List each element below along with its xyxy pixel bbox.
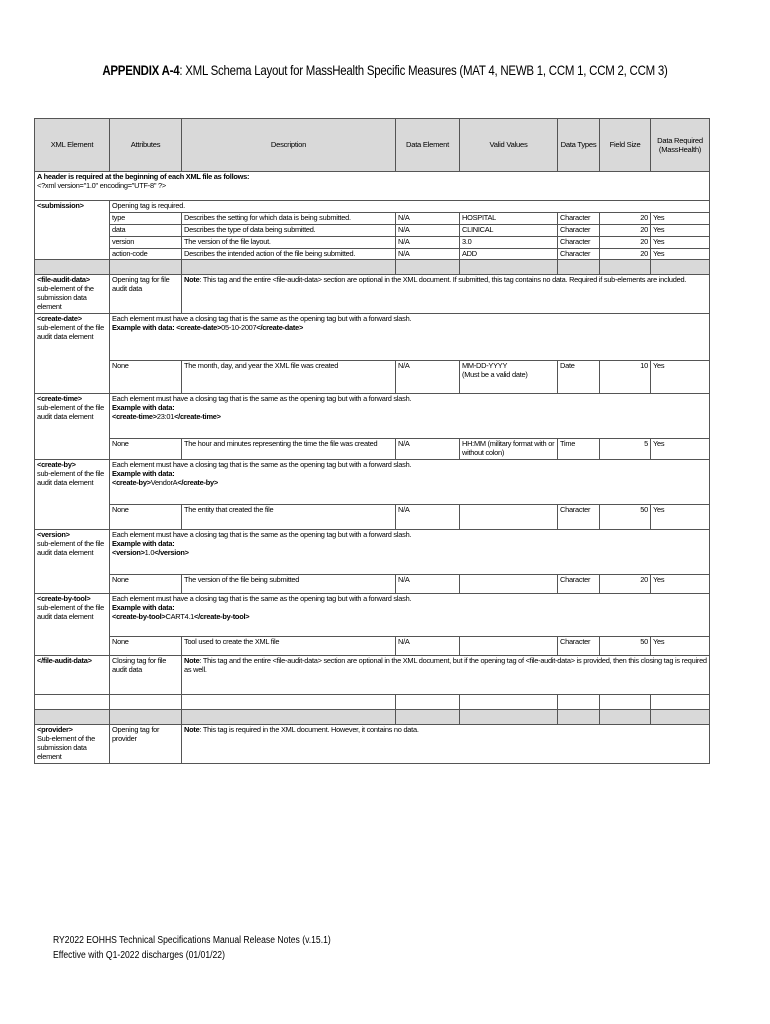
col-header-xml-element: XML Element [35,119,110,172]
table-row [35,575,710,594]
file-audit-close-element: </file-audit-data> [35,656,110,695]
attr-cell: action-code [110,248,182,260]
required-cell: Yes [651,236,710,248]
header-note-line2: <?xml version="1.0" encoding="UTF-8" ?> [37,180,166,190]
title-text: : XML Schema Layout for MassHealth Specific Measures (MAT 4, NEWB 1, CCM 1, CCM 2, CCM 3) [179,62,668,78]
col-header-valid-values: Valid Values [460,119,558,172]
create-by-tool-element: <create-by-tool> sub-element of the file audit data element [35,594,110,656]
field-size-cell: 20 [600,224,651,236]
table-row [35,394,710,439]
desc-cell: The entity that created the file [182,505,396,530]
table-row [35,594,710,637]
attr-cell: type [110,212,182,224]
create-by-note: Each element must have a closing tag that is the same as the opening tag but with a forward slash. Example with data: <create-by>VendorA</create-by> [110,460,710,505]
desc-cell: The version of the file layout. [182,236,396,248]
file-audit-attr: Opening tag for file audit data [110,275,182,314]
data-element-cell: N/A [396,361,460,394]
data-element-cell: N/A [396,248,460,260]
col-header-description: Description [182,119,396,172]
data-element-cell: N/A [396,505,460,530]
data-type-cell: Time [558,439,600,460]
required-cell: Yes [651,224,710,236]
table-row [35,275,710,314]
data-type-cell: Character [558,236,600,248]
desc-cell: Describes the intended action of the file being submitted. [182,248,396,260]
field-size-cell: 20 [600,248,651,260]
required-cell: Yes [651,361,710,394]
create-time-note: Each element must have a closing tag that is the same as the opening tag but with a forward slash. Example with data: <create-time>23:01</create-time> [110,394,710,439]
file-audit-element: <file-audit-data> sub-element of the submission data element [35,275,110,314]
data-element-cell: N/A [396,439,460,460]
required-cell: Yes [651,505,710,530]
provider-attr: Opening tag for provider [110,725,182,764]
table-row [35,725,710,764]
data-type-cell: Character [558,248,600,260]
blank-row [35,695,710,710]
valid-values-cell [460,505,558,530]
desc-cell: The version of the file being submitted [182,575,396,594]
data-type-cell: Character [558,212,600,224]
create-by-element: <create-by> sub-element of the file audit data element [35,460,110,530]
required-cell: Yes [651,248,710,260]
table-row [35,439,710,460]
col-header-data-element: Data Element [396,119,460,172]
required-cell: Yes [651,212,710,224]
data-element-cell: N/A [396,224,460,236]
table-row [35,248,710,260]
create-time-element: <create-time> sub-element of the file audit data element [35,394,110,460]
file-audit-close-note: Note: This tag and the entire <file-audit-data> section are optional in the XML document, but if the opening tag of <file-audit-data> is provided, then this closing tag is required as well. [182,656,710,695]
field-size-cell: 10 [600,361,651,394]
col-header-field-size: Field Size [600,119,651,172]
attr-cell: None [110,575,182,594]
desc-cell: The month, day, and year the XML file was created [182,361,396,394]
table-row [35,656,710,695]
valid-values-cell: 3.0 [460,236,558,248]
provider-element: <provider> Sub-element of the submission data element [35,725,110,764]
required-cell: Yes [651,637,710,656]
valid-values-cell: HOSPITAL [460,212,558,224]
field-size-cell: 20 [600,575,651,594]
table-row [35,212,710,224]
table-header-row [35,119,710,172]
header-note-line1: A header is required at the beginning of each XML file as follows: [37,172,250,181]
attr-cell: None [110,439,182,460]
table-row [35,530,710,575]
valid-values-cell [460,575,558,594]
version-note: Each element must have a closing tag that is the same as the opening tag but with a forward slash. Example with data: <version>1.0</version> [110,530,710,575]
attr-cell: None [110,637,182,656]
table-row [35,637,710,656]
required-cell: Yes [651,575,710,594]
table-row [35,505,710,530]
appendix-label: APPENDIX A-4 [102,62,180,78]
data-element-cell: N/A [396,236,460,248]
data-type-cell: Character [558,637,600,656]
valid-values-cell: CLINICAL [460,224,558,236]
desc-cell: Describes the setting for which data is being submitted. [182,212,396,224]
page-title [69,62,700,78]
footer-line1: RY2022 EOHHS Technical Specifications Manual Release Notes (v.15.1) [53,935,331,946]
field-size-cell: 20 [600,236,651,248]
separator-row [35,260,710,275]
valid-values-cell: HH:MM (military format with or without colon) [460,439,558,460]
create-date-note: Each element must have a closing tag that is the same as the opening tag but with a forward slash. Example with data: <create-date>05-10-2007</create-date> [110,314,710,361]
table-row [35,314,710,361]
field-size-cell: 50 [600,505,651,530]
attr-cell: version [110,236,182,248]
col-header-data-types: Data Types [558,119,600,172]
file-audit-note: Note: This tag and the entire <file-audit-data> section are optional in the XML document. If submitted, this tag contains no data. Required if sub-elements are included. [182,275,710,314]
col-header-data-required: Data Required (MassHealth) [651,119,710,172]
col-header-attributes: Attributes [110,119,182,172]
table-row [35,201,710,213]
separator-row [35,710,710,725]
table-row [35,236,710,248]
submission-opening: Opening tag is required. [110,201,710,213]
data-element-cell: N/A [396,637,460,656]
data-element-cell: N/A [396,212,460,224]
valid-values-cell: MM-DD-YYYY (Must be a valid date) [460,361,558,394]
submission-element: <submission> [35,201,110,260]
header-note-row [35,172,710,201]
table-row [35,361,710,394]
attr-cell: data [110,224,182,236]
data-type-cell: Character [558,505,600,530]
required-cell: Yes [651,439,710,460]
table-row [35,224,710,236]
field-size-cell: 5 [600,439,651,460]
provider-note: Note: This tag is required in the XML document. However, it contains no data. [182,725,710,764]
desc-cell: Describes the type of data being submitted. [182,224,396,236]
data-type-cell: Character [558,575,600,594]
attr-cell: None [110,505,182,530]
version-element: <version> sub-element of the file audit data element [35,530,110,594]
data-element-cell: N/A [396,575,460,594]
data-type-cell: Character [558,224,600,236]
page-footer [53,933,331,963]
footer-line2: Effective with Q1-2022 discharges (01/01/22) [53,950,225,961]
table-row [35,460,710,505]
desc-cell: The hour and minutes representing the time the file was created [182,439,396,460]
create-date-element: <create-date> sub-element of the file audit data element [35,314,110,394]
xml-schema-table [34,118,710,764]
valid-values-cell: ADD [460,248,558,260]
data-type-cell: Date [558,361,600,394]
field-size-cell: 20 [600,212,651,224]
attr-cell: None [110,361,182,394]
desc-cell: Tool used to create the XML file [182,637,396,656]
valid-values-cell [460,637,558,656]
file-audit-close-attr: Closing tag for file audit data [110,656,182,695]
field-size-cell: 50 [600,637,651,656]
create-by-tool-note: Each element must have a closing tag that is the same as the opening tag but with a forward slash. Example with data: <create-by-tool>CART4.1</create-by-tool> [110,594,710,637]
